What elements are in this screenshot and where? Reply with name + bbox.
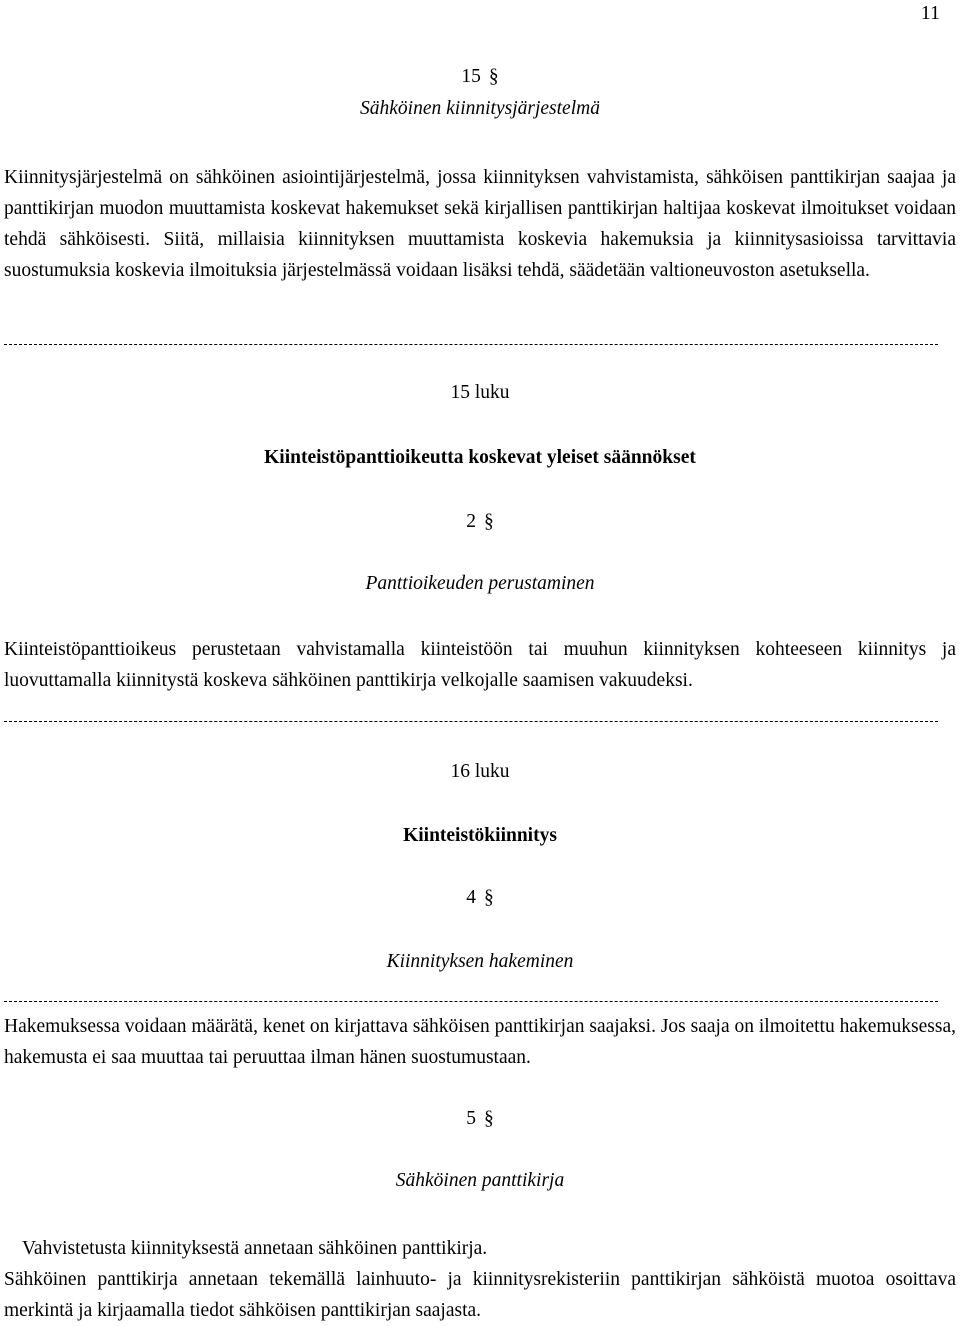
section-2-paragraph: Kiinteistöpanttioikeus perustetaan vahvistamalla kiinteistöön tai muuhun kiinnityksen kohteeseen kiinnitys ja luovuttamalla kiinnitystä koskeva sähköinen panttikirja velkojalle saamisen vakuudeksi. bbox=[4, 639, 956, 691]
section-symbol: § bbox=[484, 1108, 494, 1129]
omission-divider bbox=[4, 344, 938, 345]
section-5-paragraph-1: Vahvistetusta kiinnityksestä annetaan sähköinen panttikirja. bbox=[22, 1238, 488, 1259]
section-4-heading bbox=[4, 887, 956, 909]
section-5-heading bbox=[4, 1108, 956, 1130]
section-4-title: Kiinnityksen hakeminen bbox=[386, 951, 574, 972]
page-number: 11 bbox=[920, 2, 940, 24]
section-5-title: Sähköinen panttikirja bbox=[395, 1170, 565, 1191]
section-15-heading bbox=[4, 66, 956, 88]
omission-divider bbox=[4, 1001, 938, 1002]
section-symbol: § bbox=[484, 887, 494, 908]
section-5-paragraph-2: Sähköinen panttikirja annetaan tekemällä lainhuuto- ja kiinnitysrekisteriin panttikirjan sähköistä muotoa osoittava merkintä ja kirjaamalla tiedot sähköisen panttikirjan saajasta. bbox=[4, 1269, 956, 1321]
omission-divider bbox=[4, 721, 938, 722]
section-4-paragraph: Hakemuksessa voidaan määrätä, kenet on kirjattava sähköisen panttikirjan saajaksi. Jos saaja on ilmoitettu hakemuksessa, hakemusta ei saa muuttaa tai peruuttaa ilman hänen suostumustaan. bbox=[4, 1016, 956, 1068]
chapter-15-title: Kiinteistöpanttioikeutta koskevat yleiset säännökset bbox=[264, 447, 696, 468]
section-15-paragraph: Kiinnitysjärjestelmä on sähköinen asiointijärjestelmä, jossa kiinnityksen vahvistamista, sähköisen panttikirjan saajaa ja panttikirjan muodon muuttamista koskevat hakemukset sekä kirjallisen panttikirjan haltijaa koskevat ilmoitukset voidaan tehdä sähköisesti. Siitä, millaisia kiinnityksen muuttamista koskevia hakemuksia ja kiinnitysasioissa tarvittavia suostumuksia koskevia ilmoituksia järjestelmässä voidaan lisäksi tehdä, säädetään valtioneuvoston asetuksella. bbox=[4, 167, 956, 281]
chapter-16-label: 16 luku bbox=[450, 761, 510, 782]
section-symbol: § bbox=[488, 66, 499, 87]
section-2-number: 2 bbox=[466, 511, 476, 532]
section-2-heading bbox=[4, 511, 956, 533]
section-5-number: 5 bbox=[466, 1108, 476, 1129]
section-4-number: 4 bbox=[466, 887, 476, 908]
chapter-15-label: 15 luku bbox=[450, 382, 510, 403]
section-2-title: Panttioikeuden perustaminen bbox=[365, 573, 595, 594]
chapter-16-title: Kiinteistökiinnitys bbox=[403, 825, 557, 846]
section-symbol: § bbox=[484, 511, 494, 532]
section-15-title: Sähköinen kiinnitysjärjestelmä bbox=[360, 98, 600, 119]
section-15-number: 15 bbox=[461, 66, 481, 87]
